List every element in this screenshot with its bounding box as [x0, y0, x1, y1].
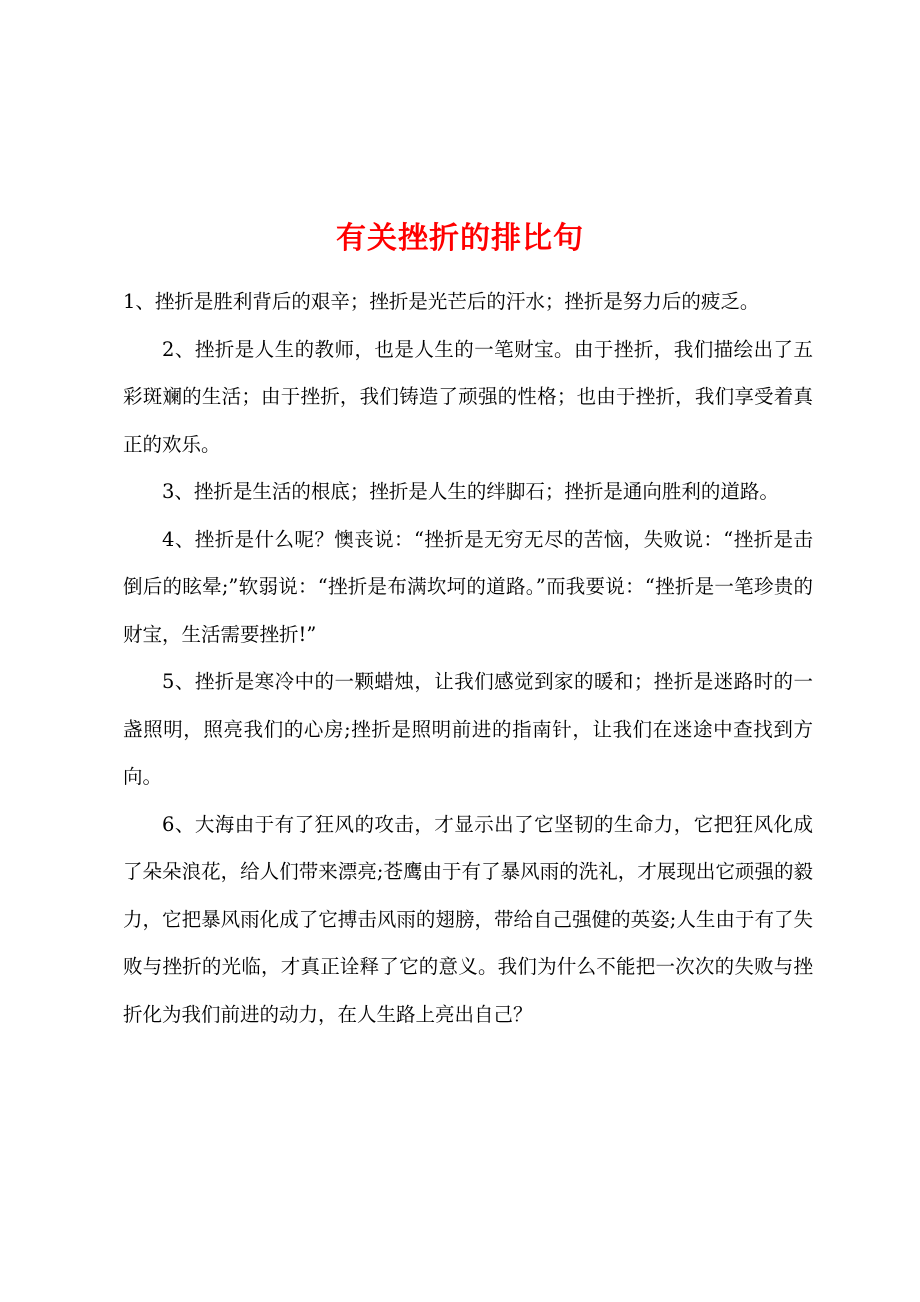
paragraph-2: 2、挫折是人生的教师，也是人生的一笔财宝。由于挫折，我们描绘出了五彩斑斓的生活；由于挫折，我们铸造了顽强的性格；也由于挫折，我们享受着真正的欢乐。: [123, 337, 813, 456]
paragraph-6: 6、大海由于有了狂风的攻击，才显示出了它坚韧的生命力，它把狂风化成了朵朵浪花，给人们带来漂亮;苍鹰由于有了暴风雨的洗礼，才展现出它顽强的毅力，它把暴风雨化成了它搏击风雨的翅膀，带给自己强健的英姿;人生由于有了失败与挫折的光临，才真正诠释了它的意义。我们为什么不能把一次次的失败与挫折化为我们前进的动力，在人生路上亮出自己？: [123, 812, 813, 1026]
paragraph-5: 5、挫折是寒冷中的一颗蜡烛，让我们感觉到家的暖和；挫折是迷路时的一盏照明，照亮我们的心房;挫折是照明前进的指南针，让我们在迷途中查找到方向。: [123, 670, 813, 788]
paragraph-3: 3、挫折是生活的根底；挫折是人生的绊脚石；挫折是通向胜利的道路。: [162, 480, 779, 503]
paragraph-1: 1、挫折是胜利背后的艰辛；挫折是光芒后的汗水；挫折是努力后的疲乏。: [123, 290, 760, 313]
document-title: 有关挫折的排比句: [336, 221, 584, 257]
document-body: [123, 278, 813, 1038]
paragraph-4: 4、挫折是什么呢？懊丧说：“挫折是无穷无尽的苦恼，失败说：“挫折是击倒后的眩晕;”软弱说：“挫折是布满坎坷的道路。”而我要说：“挫折是一笔珍贵的财宝，生活需要挫折!”: [123, 527, 813, 646]
